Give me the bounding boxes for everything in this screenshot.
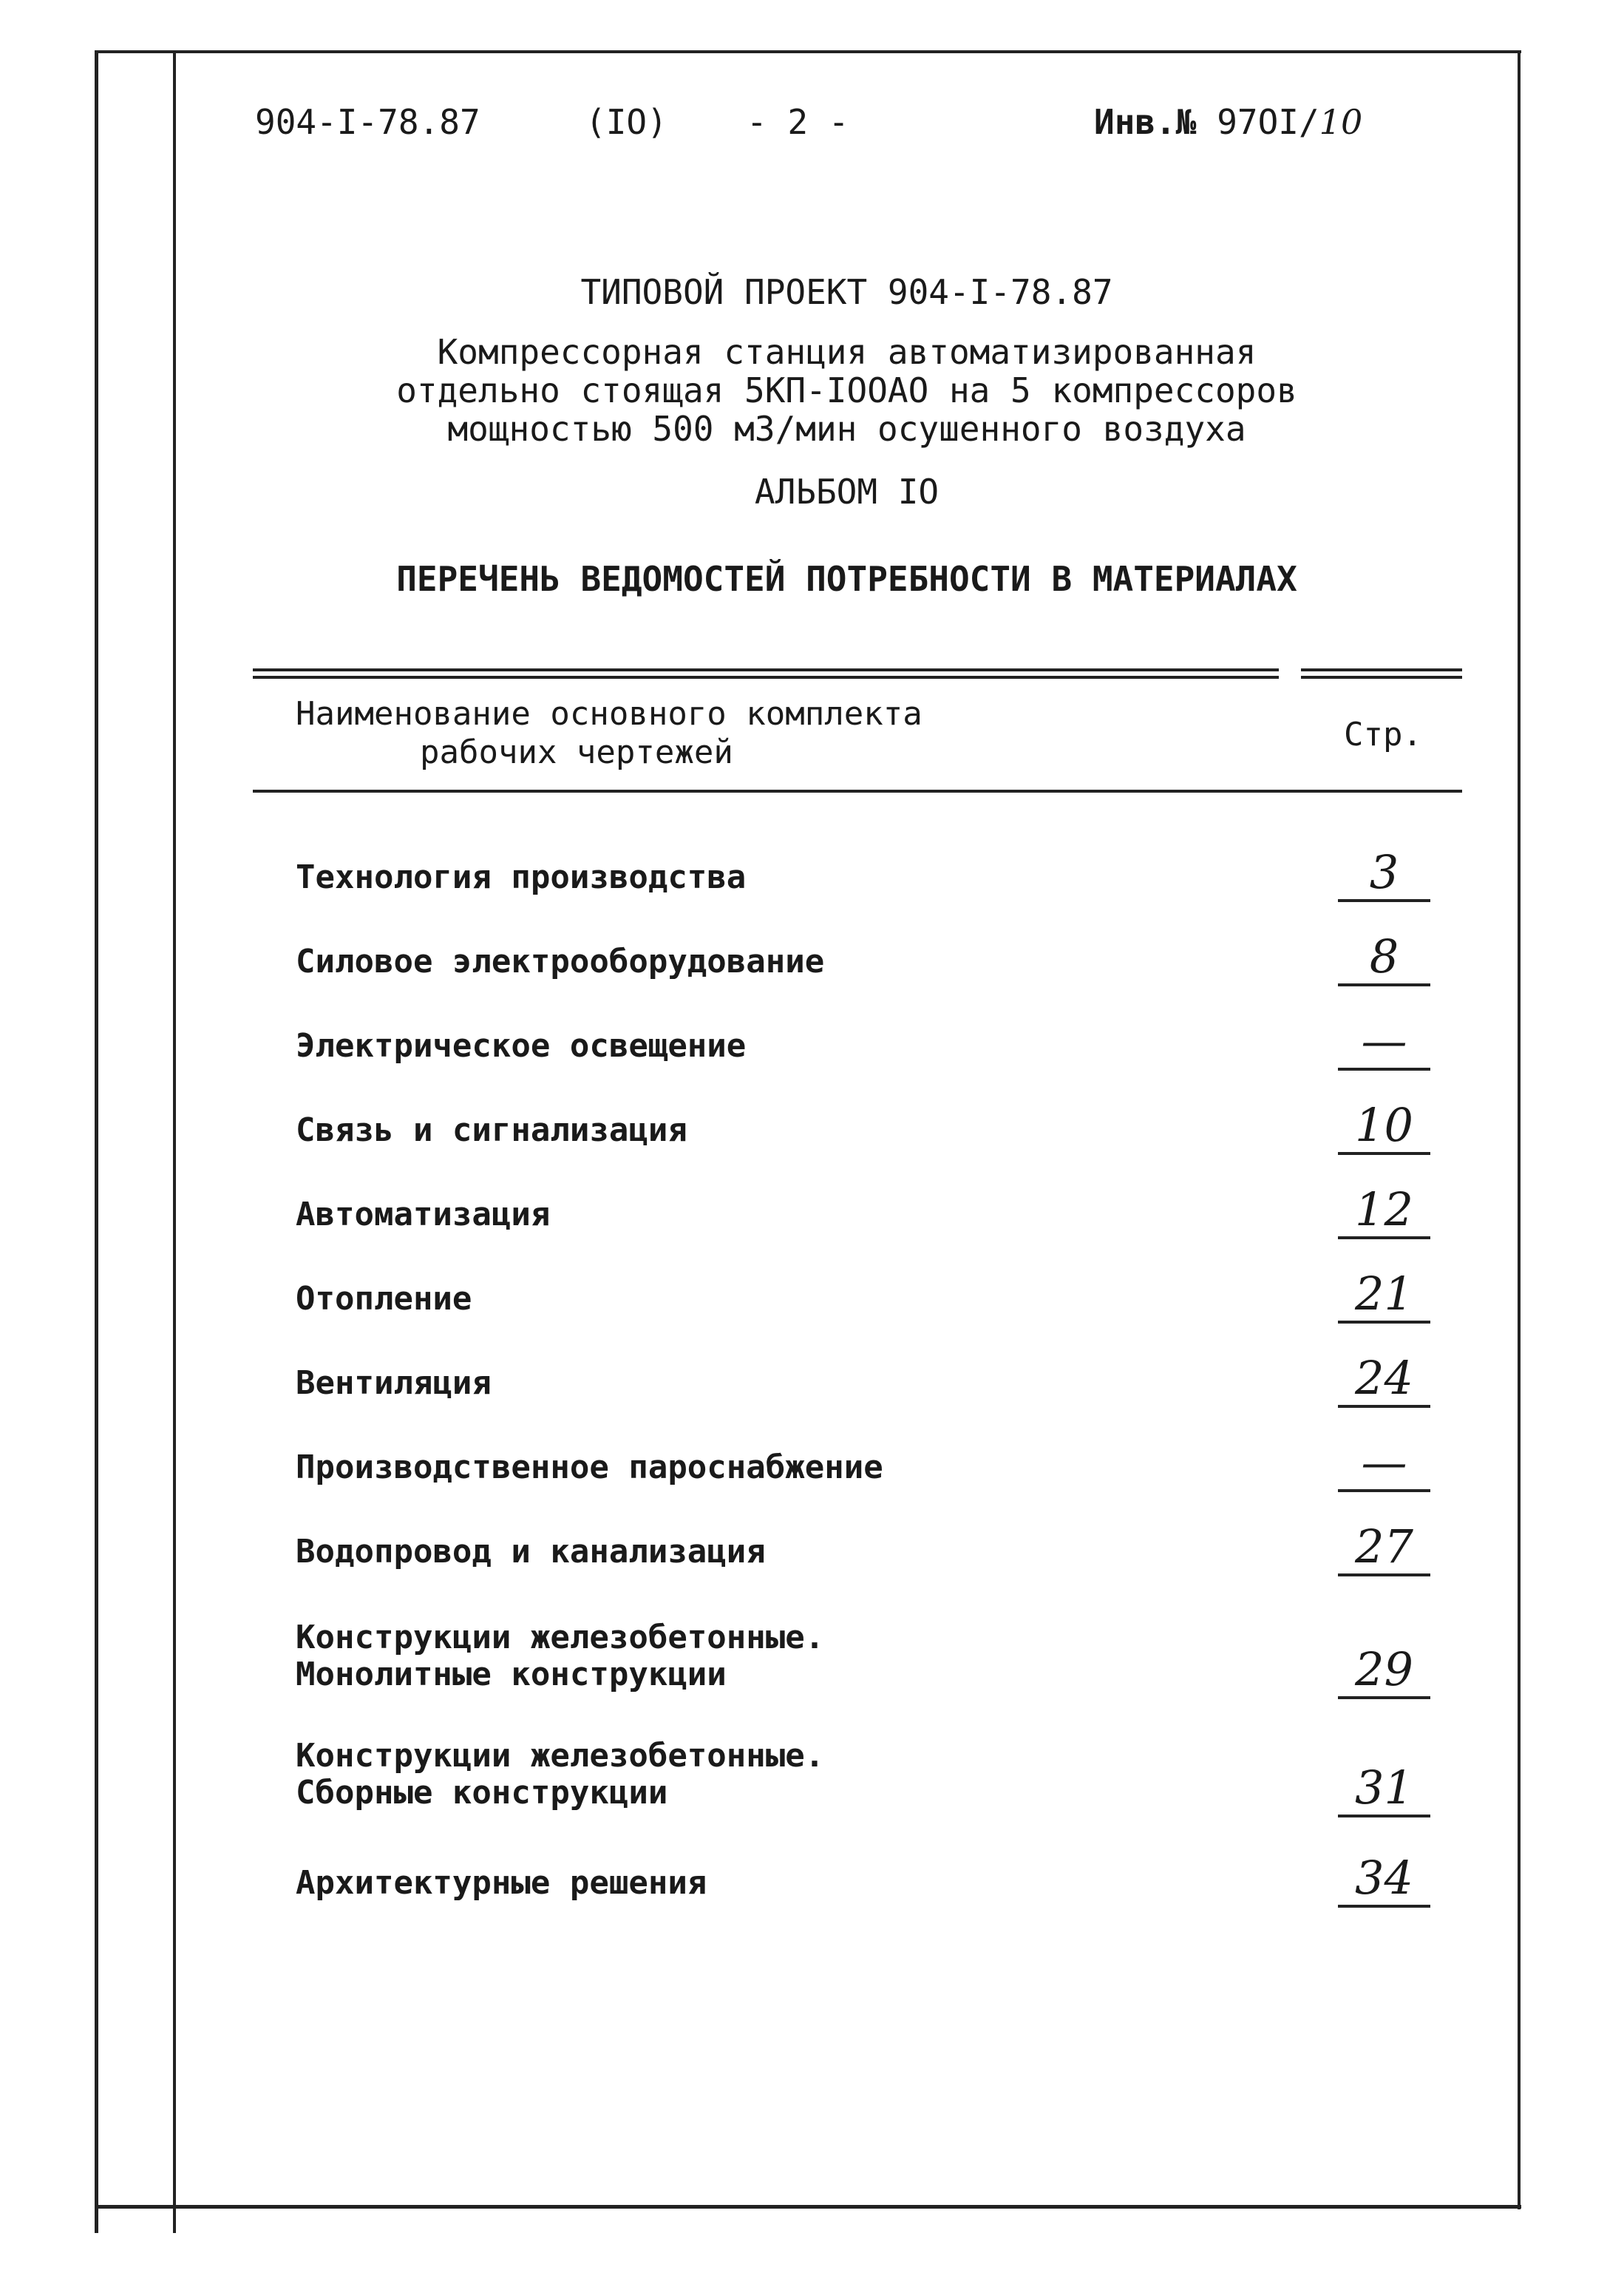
inventory-suffix: 10 bbox=[1319, 102, 1363, 142]
subtitle-line: мощностью 500 м3/мин осушенного воздуха bbox=[447, 409, 1246, 449]
table-top-rule bbox=[1301, 668, 1462, 671]
column-header-name-line: Наименование основного комплекта bbox=[296, 695, 923, 733]
frame-top-line bbox=[95, 50, 1521, 53]
subtitle-line: отдельно стоящая 5КП-IООАО на 5 компрессоров bbox=[396, 370, 1297, 410]
table-row bbox=[296, 1264, 1434, 1321]
table-row bbox=[296, 1433, 1434, 1489]
table-row bbox=[296, 843, 1434, 899]
frame-left-outer-line bbox=[95, 52, 98, 2233]
header-page-number: - 2 - bbox=[747, 102, 849, 142]
project-title: ТИПОВОЙ ПРОЕКТ 904-I-78.87 bbox=[580, 272, 1113, 312]
table-row bbox=[296, 1849, 1434, 1905]
row-name: Вентиляция bbox=[296, 1364, 492, 1402]
header-album-number: (IO) bbox=[585, 102, 667, 142]
row-name-line: Сборные конструкции bbox=[296, 1774, 668, 1812]
column-header-name bbox=[296, 695, 923, 772]
row-name: Связь и сигнализация bbox=[296, 1111, 687, 1149]
table-row bbox=[296, 1730, 1434, 1815]
row-name: Водопровод и канализация bbox=[296, 1533, 766, 1571]
row-page: 3 bbox=[1338, 846, 1430, 902]
row-name: Архитектурные решения bbox=[296, 1864, 707, 1902]
table-row bbox=[296, 927, 1434, 983]
row-name: Силовое электрооборудование bbox=[296, 943, 825, 980]
frame-bottom-line bbox=[95, 2205, 1521, 2209]
table-top-rule bbox=[253, 676, 1279, 679]
row-page: 29 bbox=[1338, 1643, 1430, 1699]
table-row bbox=[296, 1096, 1434, 1152]
row-page: — bbox=[1338, 1436, 1430, 1492]
row-name-line: Монолитные конструкции bbox=[296, 1656, 727, 1693]
list-heading: ПЕРЕЧЕНЬ ВЕДОМОСТЕЙ ПОТРЕБНОСТИ В МАТЕРИАЛАХ bbox=[396, 559, 1297, 599]
row-name: Электрическое освещение bbox=[296, 1027, 747, 1065]
row-page: 21 bbox=[1338, 1267, 1430, 1324]
column-header-name-line: рабочих чертежей bbox=[420, 733, 733, 771]
project-subtitle bbox=[176, 333, 1518, 448]
row-page: 31 bbox=[1338, 1761, 1430, 1817]
row-page: 24 bbox=[1338, 1352, 1430, 1408]
table-row bbox=[296, 1349, 1434, 1405]
table-top-rule bbox=[1301, 676, 1462, 679]
row-name bbox=[296, 1738, 824, 1812]
inventory-label: Инв.№ bbox=[1094, 102, 1197, 142]
table-row bbox=[296, 1180, 1434, 1236]
frame-right-line bbox=[1518, 50, 1521, 2209]
row-name: Отопление bbox=[296, 1280, 472, 1318]
row-name: Технология производства bbox=[296, 858, 747, 896]
row-page: 8 bbox=[1338, 930, 1430, 986]
row-name: Производственное пароснабжение bbox=[296, 1449, 883, 1486]
row-name: Автоматизация bbox=[296, 1196, 551, 1233]
row-page: 12 bbox=[1338, 1183, 1430, 1239]
column-header-page: Стр. bbox=[1344, 716, 1422, 753]
row-name-line: Конструкции железобетонные. bbox=[296, 1619, 825, 1656]
row-page: — bbox=[1338, 1014, 1430, 1071]
album-title: АЛЬБОМ IO bbox=[754, 472, 940, 512]
row-page: 10 bbox=[1338, 1099, 1430, 1155]
header-code: 904-I-78.87 bbox=[255, 102, 480, 142]
table-row bbox=[296, 1517, 1434, 1571]
table-row bbox=[296, 1012, 1434, 1068]
table-header-rule bbox=[253, 790, 1462, 793]
inventory-number: 97ОI/ bbox=[1217, 102, 1319, 142]
header-inventory bbox=[1094, 102, 1362, 142]
row-page: 34 bbox=[1338, 1851, 1430, 1908]
row-page: 27 bbox=[1338, 1520, 1430, 1576]
row-name bbox=[296, 1619, 824, 1693]
table-row bbox=[296, 1612, 1434, 1696]
row-name-line: Конструкции железобетонные. bbox=[296, 1737, 825, 1775]
table-top-rule bbox=[253, 668, 1279, 671]
subtitle-line: Компрессорная станция автоматизированная bbox=[437, 332, 1257, 372]
